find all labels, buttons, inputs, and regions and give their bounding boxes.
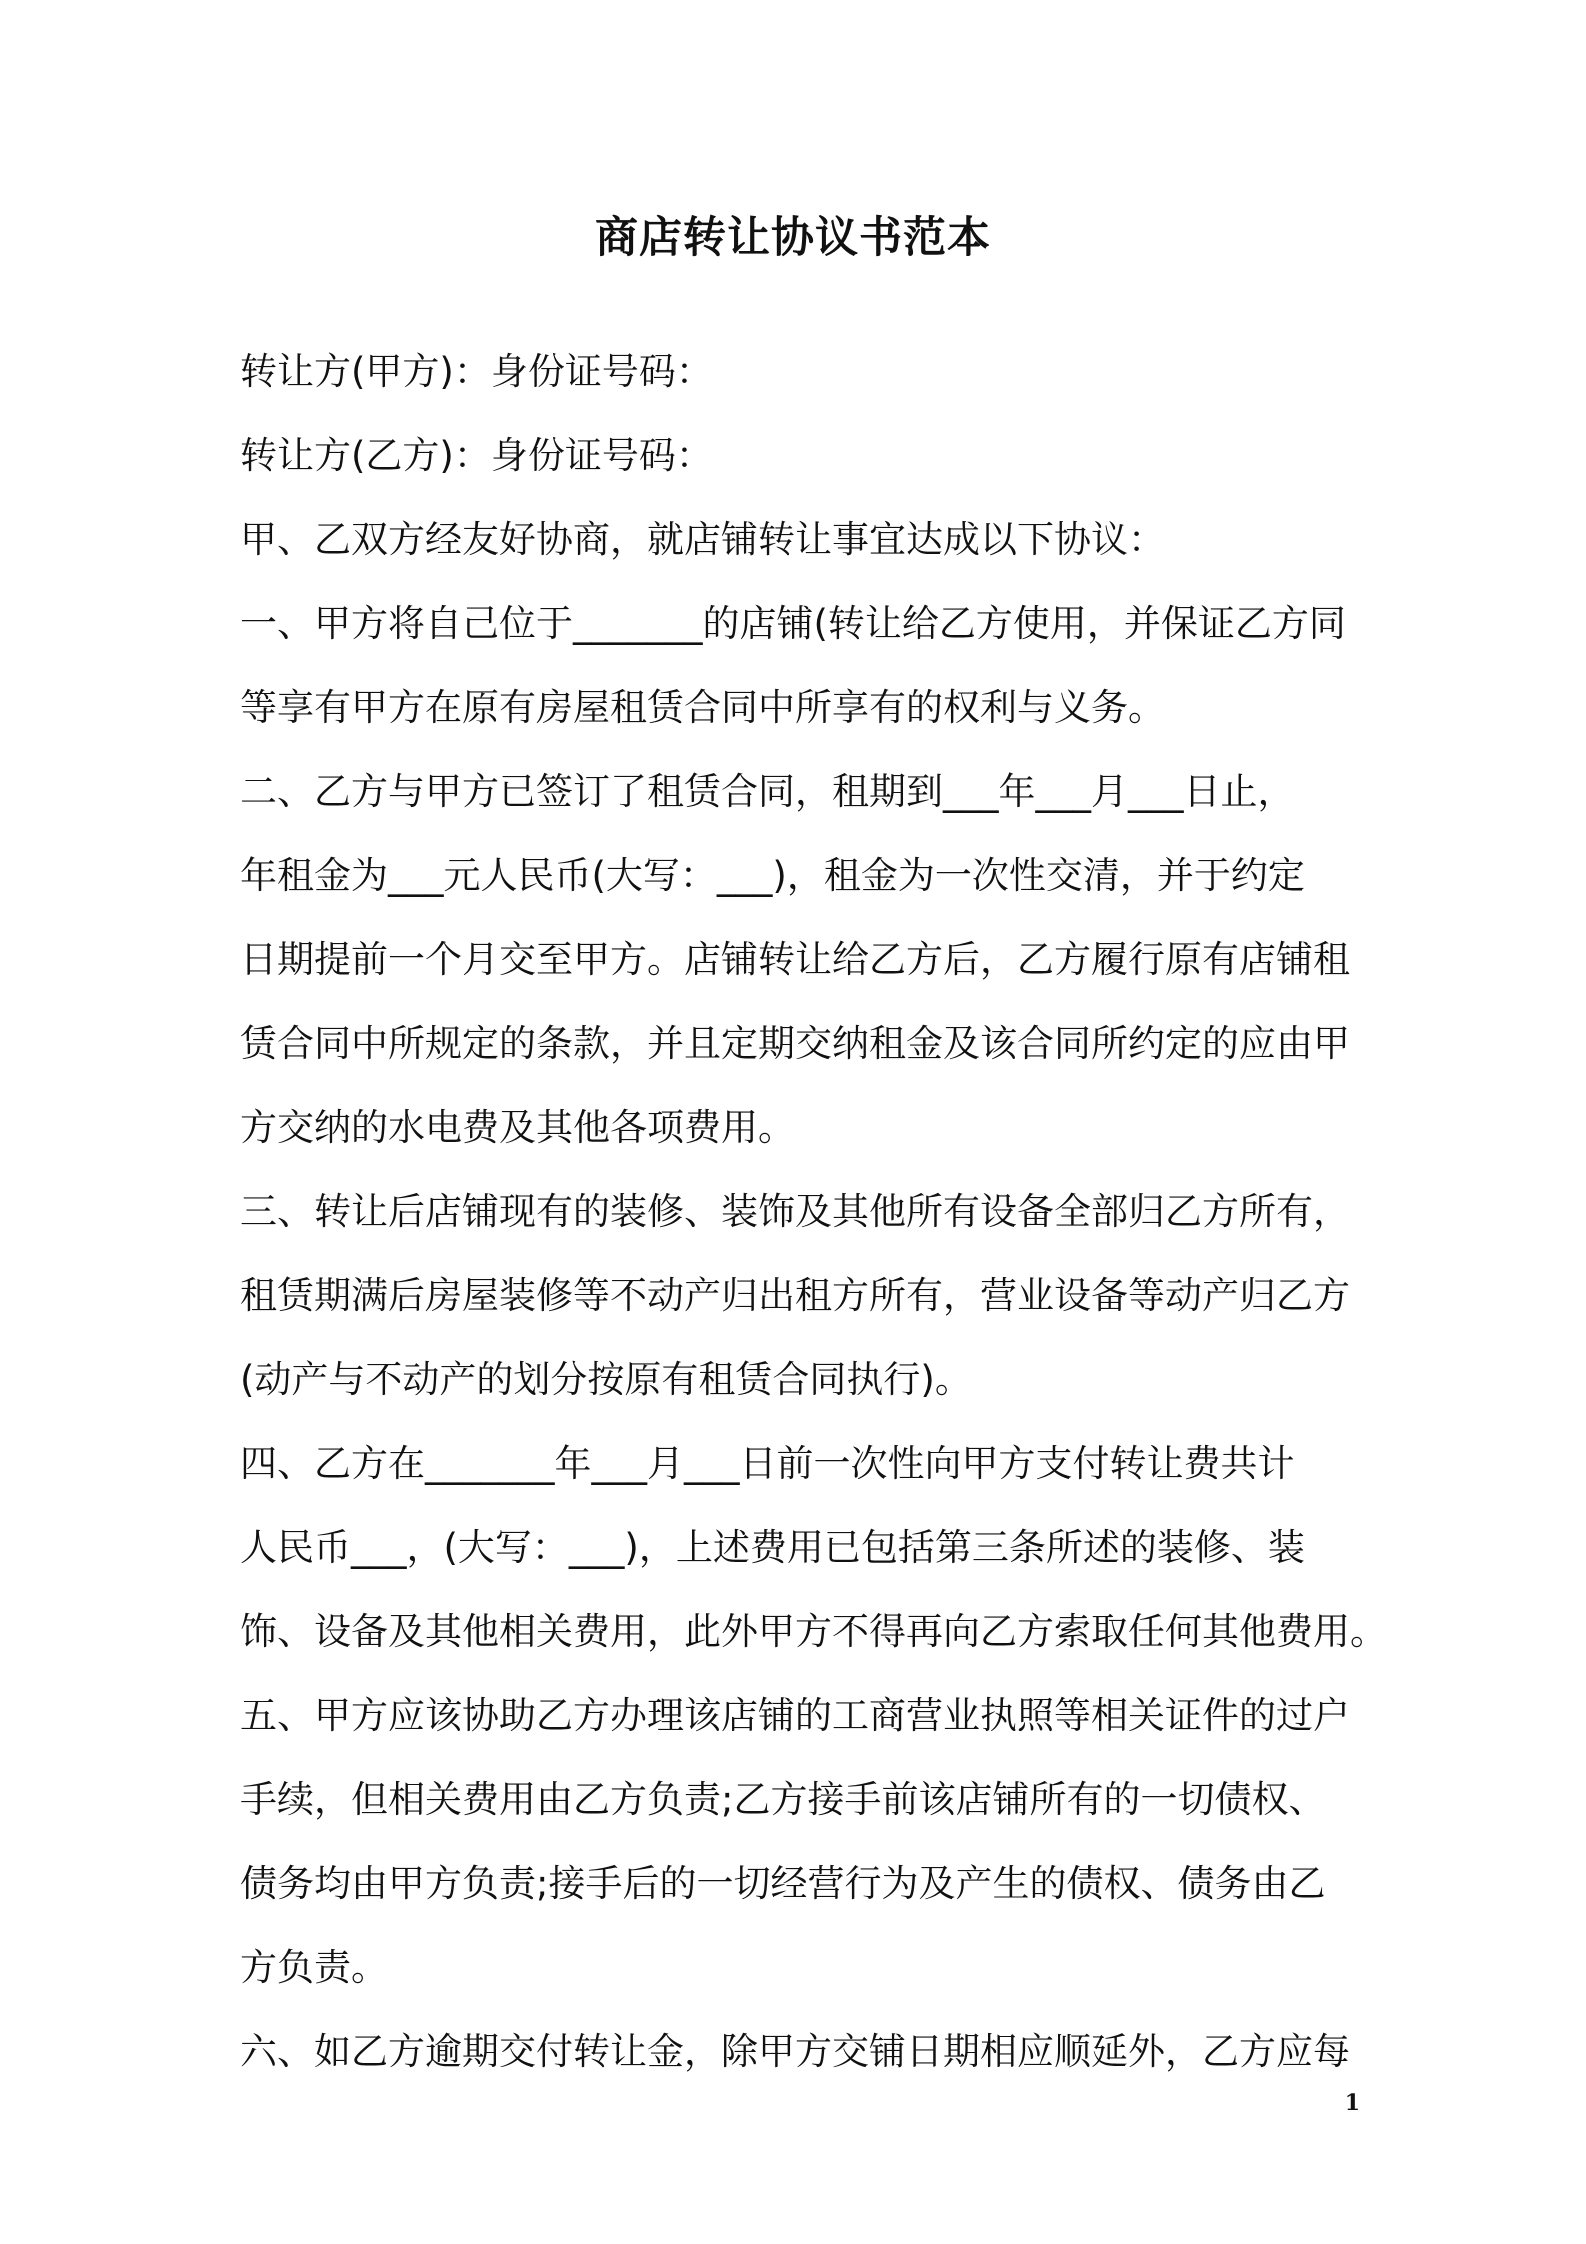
body-line: 六、如乙方逾期交付转让金，除甲方交铺日期相应顺延外，乙方应每 — [240, 2030, 1350, 2073]
body-line: 手续，但相关费用由乙方负责;乙方接手前该店铺所有的一切债权、 — [240, 1778, 1326, 1821]
body-line: 三、转让后店铺现有的装修、装饰及其他所有设备全部归乙方所有， — [240, 1190, 1350, 1233]
body-line: 五、甲方应该协助乙方办理该店铺的工商营业执照等相关证件的过户 — [240, 1694, 1350, 1737]
body-line: 转让方(甲方)：身份证号码： — [240, 350, 713, 393]
body-line: 甲、乙双方经友好协商，就店铺转让事宜达成以下协议： — [240, 518, 1165, 561]
body-line: 租赁期满后房屋装修等不动产归出租方所有，营业设备等动产归乙方 — [240, 1274, 1350, 1317]
body-line: 四、乙方在_______年___月___日前一次性向甲方支付转让费共计 — [240, 1442, 1295, 1485]
body-line: 等享有甲方在原有房屋租赁合同中所享有的权利与义务。 — [240, 686, 1165, 729]
body-line: (动产与不动产的划分按原有租赁合同执行)。 — [240, 1358, 972, 1401]
body-line: 年租金为___元人民币(大写：___)，租金为一次性交清，并于约定 — [240, 854, 1305, 897]
body-line: 饰、设备及其他相关费用，此外甲方不得再向乙方索取任何其他费用。 — [240, 1610, 1387, 1653]
body-line: 债务均由甲方负责;接手后的一切经营行为及产生的债权、债务由乙 — [240, 1862, 1326, 1905]
body-line: 人民币___，(大写：___)，上述费用已包括第三条所述的装修、装 — [240, 1526, 1305, 1569]
body-line: 二、乙方与甲方已签订了租赁合同，租期到___年___月___日止， — [240, 770, 1295, 813]
body-line: 赁合同中所规定的条款，并且定期交纳租金及该合同所约定的应由甲 — [240, 1022, 1350, 1065]
document-title: 商店转让协议书范本 — [595, 213, 991, 263]
page-number: 1 — [1344, 2090, 1360, 2116]
body-line: 日期提前一个月交至甲方。店铺转让给乙方后，乙方履行原有店铺租 — [240, 938, 1350, 981]
body-line: 方交纳的水电费及其他各项费用。 — [240, 1106, 795, 1149]
body-line: 方负责。 — [240, 1946, 388, 1989]
document-body — [240, 330, 1387, 2094]
body-line: 转让方(乙方)：身份证号码： — [240, 434, 713, 477]
body-line: 一、甲方将自己位于_______的店铺(转让给乙方使用，并保证乙方同 — [240, 602, 1346, 645]
